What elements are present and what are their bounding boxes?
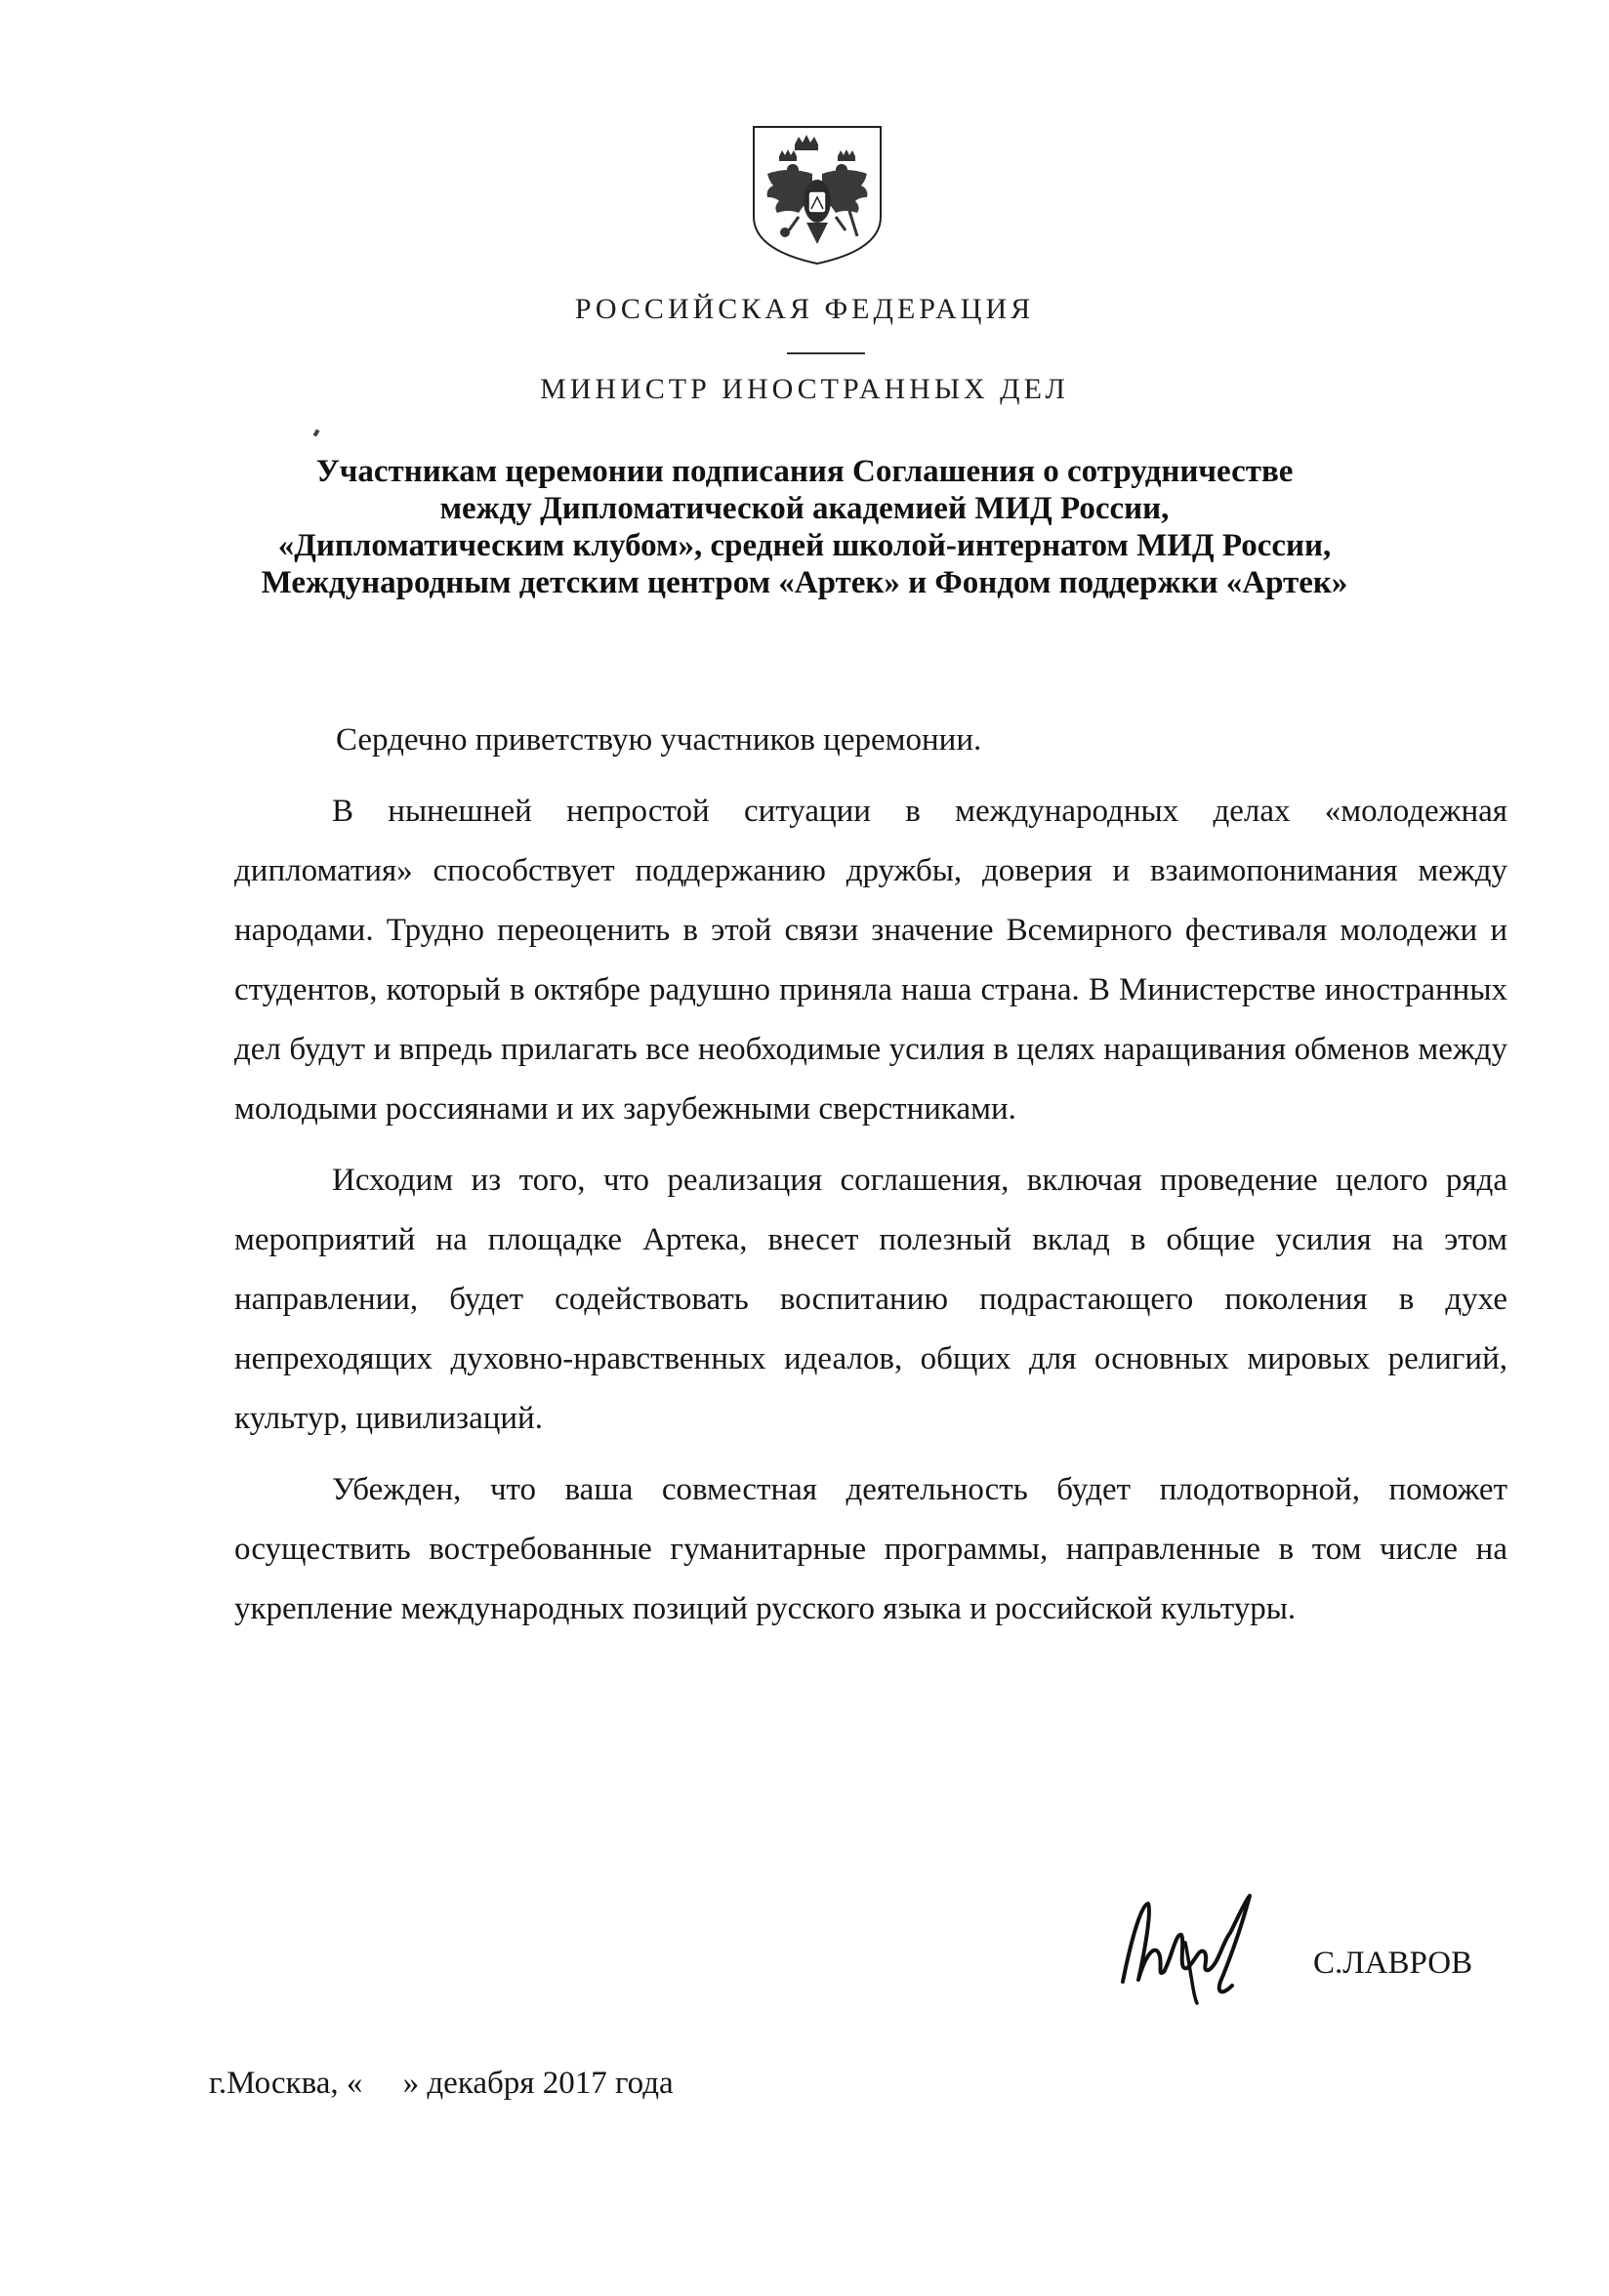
- letter-body: [234, 711, 1507, 1651]
- country-name: РОССИЙСКАЯ ФЕДЕРАЦИЯ: [574, 293, 1035, 325]
- place-and-date: г.Москва, « » декабря 2017 года: [209, 2066, 674, 2101]
- heading-line: Участникам церемонии подписания Соглашения о сотрудничестве: [315, 454, 1294, 489]
- body-paragraph: В нынешней непростой ситуации в международных делах «молодежная дипломатия» способствует поддержанию дружбы, доверия и взаимопонимания между народами. Трудно переоценить в этой связи значение Всемирного фестиваля молодежи и студентов, который в октябре радушно приняла наша страна. В Министерстве иностранных дел будут и впредь прилагать все необходимые усилия в целях наращивания обменов между молодыми россиянами и их зарубежными сверстниками.: [234, 794, 1507, 1127]
- scan-speck: [313, 429, 320, 436]
- body-paragraph: Сердечно приветствую участников церемонии.: [336, 722, 982, 758]
- body-paragraph: Убежден, что ваша совместная деятельность будет плодотворной, поможет осуществить востребованные гуманитарные программы, направленные в том числе на укрепление международных позиций русского языка и российской культуры.: [234, 1472, 1507, 1626]
- signer-name: С.ЛАВРОВ: [1313, 1946, 1473, 1981]
- letterhead-divider: [787, 352, 865, 354]
- coat-of-arms-icon: [750, 123, 885, 267]
- address-heading: [117, 453, 1492, 601]
- handwritten-signature-icon: [1103, 1874, 1299, 2011]
- heading-line: «Дипломатическим клубом», средней школой-интернатом МИД России,: [277, 528, 1332, 563]
- body-paragraph: Исходим из того, что реализация соглашения, включая проведение целого ряда мероприятий на площадке Артека, внесет полезный вклад в общие усилия на этом направлении, будет содействовать воспитанию подрастающего поколения в духе непреходящих духовно-нравственных идеалов, общих для основных мировых религий, культур, цивилизаций.: [234, 1163, 1507, 1436]
- heading-line: между Дипломатической академией МИД России,: [439, 491, 1170, 526]
- office-title: МИНИСТР ИНОСТРАННЫХ ДЕЛ: [540, 373, 1069, 405]
- heading-line: Международным детским центром «Артек» и Фондом поддержки «Артек»: [261, 565, 1348, 600]
